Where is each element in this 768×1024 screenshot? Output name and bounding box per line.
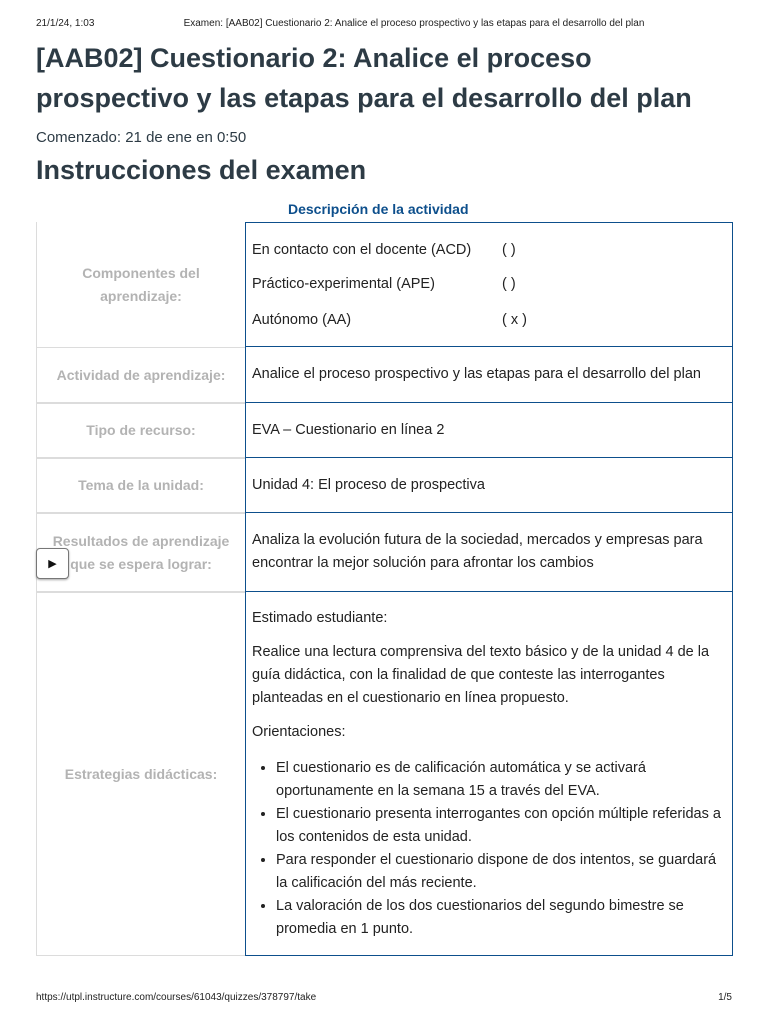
play-button[interactable] [36, 548, 69, 579]
outcomes-value [245, 513, 733, 592]
instructions-heading: Instrucciones del examen [36, 155, 367, 185]
list-item: • La valoración de los dos cuestionarios del segundo bimestre se promedia en 1 punto. [276, 895, 726, 941]
activity-value-text: Analice el proceso prospectivo y las etapas para el desarrollo del plan [252, 366, 701, 382]
quiz-title: [AAB02] Cuestionario 2: Analice el proceso prospectivo y las etapas para el desarrollo del plan [36, 43, 692, 113]
description-title: Descripción de la actividad [288, 201, 469, 217]
strategies-label [36, 592, 245, 956]
component-ape-mark: ( ) [502, 276, 516, 292]
component-ape: Práctico-experimental (APE) [252, 276, 435, 292]
strategies-paragraph: Realice una lectura comprensiva del texto básico y de la unidad 4 de la guía didáctica, con la finalidad de que conteste las interrogantes planteadas en el cuestionario en línea propuesto. [252, 644, 710, 706]
activity-value [245, 347, 733, 403]
footer-page-number: 1/5 [718, 992, 732, 1003]
list-item: • Para responder el cuestionario dispone de dos intentos, se guardará la calificación del más reciente. [276, 849, 726, 895]
strategies-value [245, 592, 733, 956]
unit-topic-label-text: Tema de la unidad: [78, 477, 204, 493]
strategies-label-text: Estrategias didácticas: [64, 765, 218, 782]
component-aa-mark: ( x ) [502, 312, 527, 328]
list-item: • El cuestionario presenta interrogantes con opción múltiple referidas a los contenidos de esta unidad. [276, 803, 726, 849]
resource-value [245, 403, 733, 458]
print-header [36, 18, 732, 32]
resource-label-text: Tipo de recurso: [86, 422, 196, 438]
components-value [245, 222, 733, 347]
strategies-orientations-title: Orientaciones: [252, 724, 346, 740]
print-footer [36, 992, 732, 1006]
print-page-title: Examen: [AAB02] Cuestionario 2: Analice el proceso prospectivo y las etapas para el desarrollo del plan [183, 18, 645, 29]
strategies-greeting: Estimado estudiante: [252, 610, 388, 626]
strategies-bullet-list [252, 757, 726, 941]
outcomes-label-text: Resultados de aprendizaje que se espera lograr: [52, 532, 230, 572]
component-aa: Autónomo (AA) [252, 312, 352, 328]
outcomes-value-text: Analiza la evolución futura de la sociedad, mercados y empresas para encontrar la mejor solución para afrontar los cambios [252, 532, 703, 571]
activity-label-text: Actividad de aprendizaje: [56, 366, 226, 383]
resource-value-text: EVA – Cuestionario en línea 2 [252, 421, 445, 438]
resource-label [36, 403, 245, 458]
started-timestamp: Comenzado: 21 de ene en 0:50 [36, 129, 247, 146]
unit-topic-label [36, 458, 245, 513]
activity-label [36, 347, 245, 403]
list-item: • El cuestionario es de calificación automática y se activará oportunamente en la semana 15 a través del EVA. [276, 757, 726, 803]
components-label [36, 222, 245, 347]
unit-topic-value [245, 458, 733, 513]
print-date: 21/1/24, 1:03 [36, 18, 95, 29]
component-acd-mark: ( ) [502, 242, 516, 258]
component-acd: En contacto con el docente (ACD) [252, 242, 472, 258]
play-icon: ▶ [48, 558, 57, 570]
components-label-text: Componentes del aprendizaje: [82, 264, 200, 304]
unit-topic-value-text: Unidad 4: El proceso de prospectiva [252, 476, 485, 493]
footer-url: https://utpl.instructure.com/courses/61043/quizzes/378797/take [36, 992, 317, 1003]
